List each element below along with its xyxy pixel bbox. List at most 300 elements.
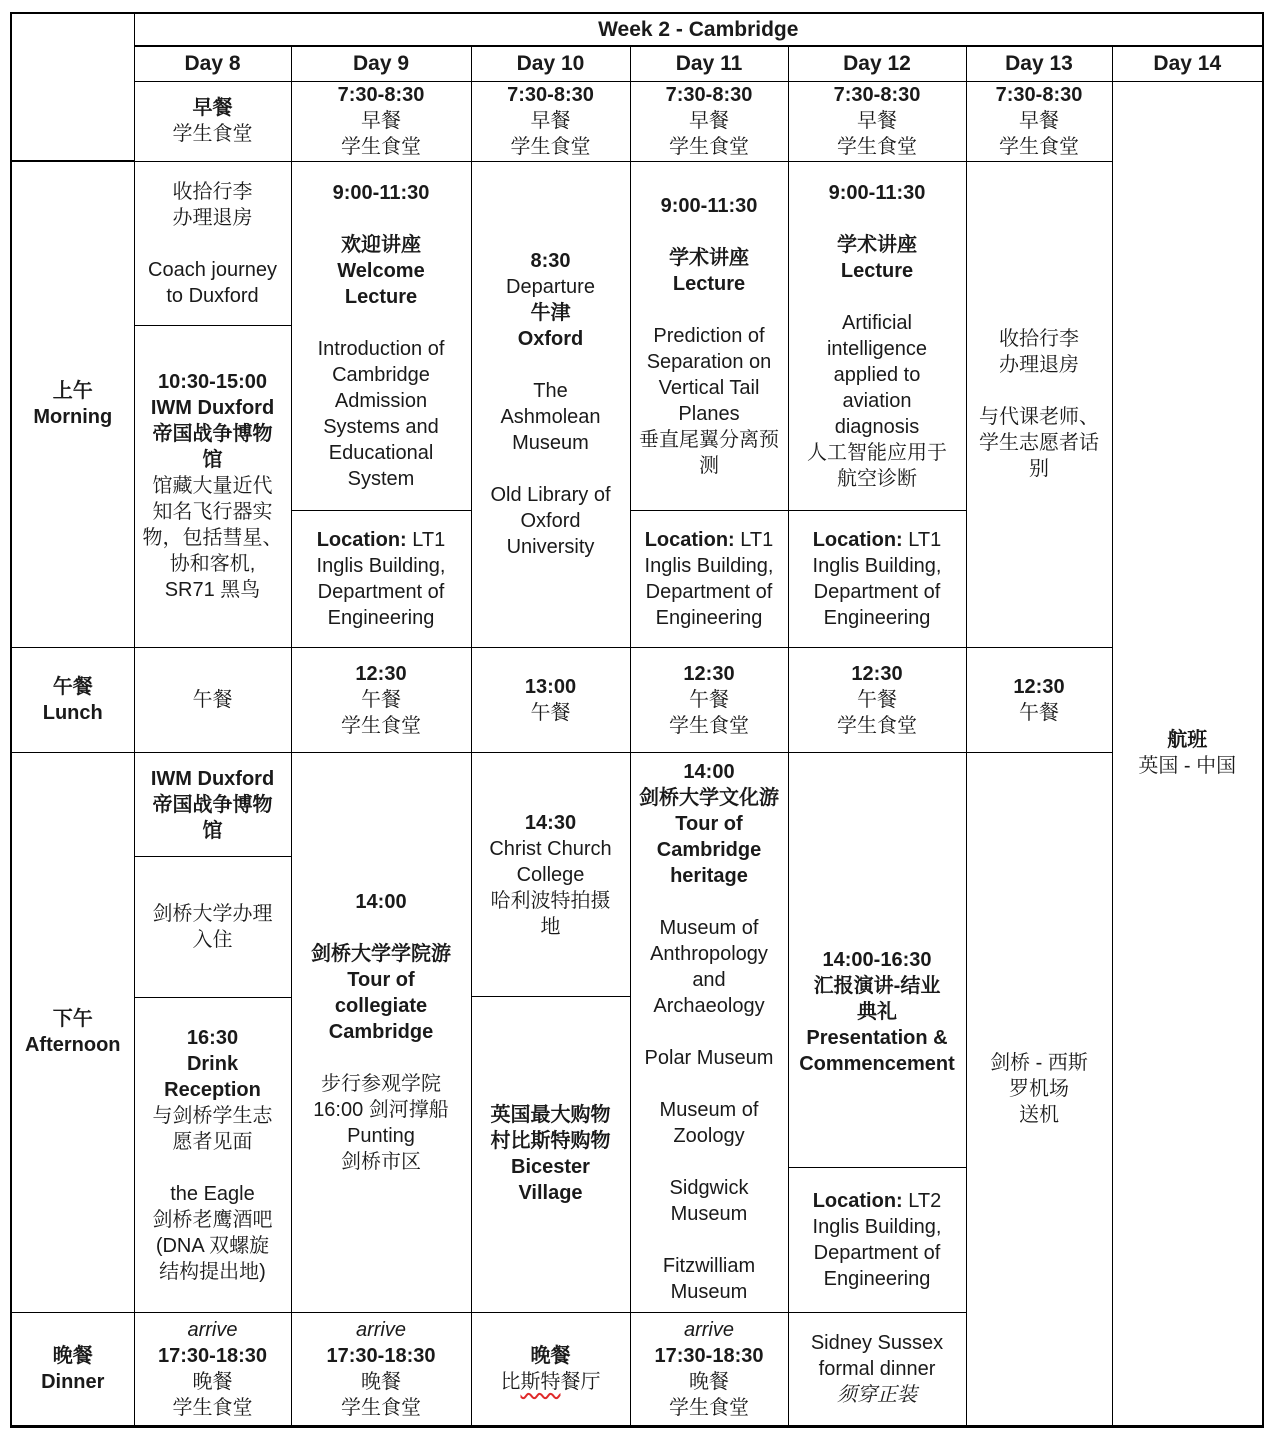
text-run: 9:00-11:30 (332, 182, 430, 204)
text-line (841, 258, 913, 284)
text-line (193, 927, 233, 953)
text-line (135, 121, 291, 147)
text-run: 剑桥大学办理 (152, 903, 273, 925)
text-run: 结构提出地) (159, 1260, 266, 1283)
text-run: Admission (334, 390, 428, 412)
text-run: 与剑桥学生志 (152, 1104, 273, 1127)
text-run: 罗机场 (1009, 1077, 1069, 1100)
day-header-day10 (471, 46, 630, 81)
text-line (153, 792, 273, 818)
day-header-day13 (966, 46, 1112, 81)
text-run: Location: (316, 528, 407, 551)
text-run: Department of (813, 580, 941, 603)
text-line (967, 430, 1112, 456)
text-run: Ashmolean (500, 406, 601, 428)
cell-morning-day9-welcome-lecture (292, 162, 471, 510)
text-line (511, 1154, 590, 1180)
cell-morning-day12-location (789, 510, 966, 646)
text-line (491, 1102, 611, 1128)
text-line (292, 993, 471, 1019)
row-label-morning (11, 161, 134, 647)
text-line (292, 1395, 471, 1421)
text-line (631, 1343, 788, 1369)
text-run: 7:30-8:30 (337, 84, 425, 106)
text-run (1036, 380, 1042, 402)
text-line (518, 1180, 582, 1206)
text-line (292, 1317, 471, 1343)
text-line (378, 206, 384, 232)
text-line (12, 700, 134, 726)
text-line (806, 1025, 947, 1051)
text-run: Old Library of (490, 484, 611, 506)
text-line (967, 1102, 1112, 1128)
text-line (706, 219, 712, 245)
text-line (669, 245, 749, 271)
text-run: collegiate (334, 995, 428, 1017)
text-run: 14:00 (355, 891, 407, 913)
text-run: Commencement (799, 1053, 955, 1075)
text-line (12, 404, 134, 430)
text-line (967, 378, 1112, 404)
text-line (631, 1369, 788, 1395)
text-run: 学生食堂 (172, 1396, 253, 1419)
text-line (631, 785, 788, 811)
week-title-cell (134, 13, 1263, 46)
text-run: 早餐 (689, 110, 729, 132)
cell-lunch-day9 (291, 647, 471, 752)
text-line (631, 1317, 788, 1343)
text-line (292, 941, 471, 967)
text-run: 学生食堂 (341, 714, 421, 737)
text-run: 午餐 (530, 701, 571, 724)
text-line (814, 1240, 941, 1266)
cell-afternoon-day10 (471, 752, 630, 1312)
text-run: 17:30-18:30 (158, 1344, 267, 1367)
text-run: Lunch (42, 701, 103, 724)
text-run: 早餐 (192, 97, 233, 119)
text-line (639, 427, 779, 453)
text-line (706, 297, 712, 323)
text-line (173, 1129, 253, 1155)
cell-morning-day12-lecture (789, 162, 966, 510)
text-line (472, 430, 630, 456)
text-run: arrive (683, 1318, 734, 1341)
text-line (472, 248, 630, 274)
text-line (12, 674, 134, 700)
text-line (631, 1149, 788, 1175)
text-run: Anthropology (650, 943, 768, 965)
text-run (706, 299, 712, 321)
text-line (661, 193, 758, 219)
text-line (165, 577, 261, 603)
day-label: Day 9 (352, 52, 410, 76)
text-line (472, 326, 630, 352)
text-line (292, 108, 471, 134)
text-line (967, 1076, 1112, 1102)
text-run: 须穿正装 (837, 1383, 917, 1406)
text-run: Department of (317, 580, 445, 603)
text-run: Engineering (823, 1267, 931, 1290)
text-run: 晚餐 (52, 1344, 93, 1367)
text-line (874, 206, 880, 232)
text-line (292, 967, 471, 993)
cell-afternoon-day10-christ-church (472, 753, 630, 996)
text-line (472, 274, 630, 300)
text-run (706, 1229, 712, 1251)
text-run: 剑桥市区 (341, 1151, 421, 1173)
text-line (631, 1097, 788, 1123)
text-line (491, 888, 611, 914)
text-line (329, 440, 434, 466)
text-run: 午餐 (52, 675, 93, 698)
cell-afternoon-day10-bicester (472, 996, 630, 1311)
text-line (378, 310, 384, 336)
text-line (491, 1128, 611, 1154)
text-run: Christ Church (489, 837, 612, 860)
text-run: 午餐 (192, 688, 233, 711)
text-line (135, 687, 291, 713)
text-run: IWM Duxford (150, 767, 275, 790)
text-run: 人工智能应用于 (807, 442, 947, 464)
text-run: Zoology (673, 1125, 745, 1147)
text-line (135, 1369, 291, 1395)
cell-dinner-day10 (471, 1312, 630, 1426)
text-line (12, 1032, 134, 1058)
text-run: 12:30 (851, 662, 903, 685)
text-run: 愿者见面 (172, 1130, 253, 1153)
text-line (967, 326, 1112, 352)
cell-breakfast-day12 (788, 81, 966, 161)
text-line (823, 947, 932, 973)
text-line (210, 231, 216, 257)
text-line (292, 713, 471, 739)
text-run: 14:30 (524, 811, 577, 834)
text-run (378, 1047, 384, 1069)
text-run (874, 286, 880, 308)
text-line (12, 1369, 134, 1395)
text-line (472, 352, 630, 378)
text-run: 航空诊断 (837, 468, 917, 490)
text-line (874, 921, 880, 947)
text-run: Museum (512, 432, 589, 454)
text-line (472, 108, 630, 134)
text-run: 8:30 (530, 250, 571, 272)
text-line (12, 1006, 134, 1032)
text-run: Department of (645, 580, 773, 603)
text-run: Polar Museum (644, 1047, 774, 1069)
text-run: 步行参观学院 (321, 1073, 441, 1095)
cell-afternoon-day9-college-tour (291, 752, 471, 1312)
text-line (807, 440, 947, 466)
text-run: Reception (164, 1078, 261, 1101)
text-line (789, 1382, 966, 1408)
text-line (813, 527, 942, 553)
cell-morning-day8 (134, 161, 291, 647)
cell-afternoon-day8-drink-reception (135, 997, 291, 1311)
text-run: 牛津 (530, 302, 571, 324)
text-line (631, 713, 788, 739)
text-line (12, 378, 134, 404)
text-line (164, 1077, 261, 1103)
text-run: 学生食堂 (341, 1396, 421, 1419)
text-line (187, 1051, 238, 1077)
lunch-row (11, 647, 1263, 752)
text-run: 上午 (52, 380, 93, 403)
text-run: aviation (842, 390, 912, 412)
text-line (292, 889, 471, 915)
text-run: 早餐 (361, 110, 401, 132)
text-run: Lecture (840, 260, 914, 282)
text-run: 英国 - 中国 (1138, 755, 1237, 777)
text-run (706, 1151, 712, 1173)
text-line (814, 973, 941, 999)
text-line (843, 388, 912, 414)
text-line (332, 362, 430, 388)
text-run: 9:00-11:30 (660, 195, 758, 217)
text-run: Inglis Building, (812, 1215, 942, 1238)
text-run: 7:30-8:30 (995, 84, 1083, 106)
text-run: and (692, 969, 726, 991)
day-label: Day 8 (184, 52, 241, 76)
text-run: diagnosis (834, 416, 920, 438)
cell-dinner-day12-formal (788, 1312, 966, 1426)
cell-morning-day9-location (292, 510, 471, 646)
week-header-row (11, 13, 1263, 46)
text-run: System (347, 468, 415, 490)
text-run: 晚餐 (192, 1370, 233, 1393)
text-run: intelligence (826, 338, 928, 360)
text-line (631, 1071, 788, 1097)
text-line (337, 258, 424, 284)
text-run: (DNA 双螺旋 (155, 1234, 270, 1257)
text-run: 斯特 (520, 1370, 561, 1393)
text-line (835, 414, 920, 440)
text-run: 晚餐 (689, 1370, 729, 1393)
text-line (631, 967, 788, 993)
text-run: 办理退房 (172, 206, 253, 229)
cell-lunch-day13 (966, 647, 1112, 752)
text-line (967, 700, 1112, 726)
cell-breakfast-day9 (291, 81, 471, 161)
text-run: Drink (186, 1052, 239, 1075)
text-line (135, 1317, 291, 1343)
text-line (874, 895, 880, 921)
text-run: 早餐 (1019, 110, 1059, 132)
text-run: Museum of (659, 917, 759, 939)
corner-empty-cell (11, 13, 134, 161)
text-run: 馆 (202, 819, 223, 842)
text-line (292, 915, 471, 941)
text-line (135, 1395, 291, 1421)
text-run: 14:00-16:30 (822, 949, 932, 971)
text-run: 午餐 (857, 688, 897, 711)
text-run: heritage (670, 865, 748, 887)
text-run: 物，包括彗星、 (142, 527, 283, 549)
text-line (834, 362, 921, 388)
text-run: 收拾行李 (172, 180, 253, 203)
text-line (472, 1369, 630, 1395)
cell-morning-day8-checkout (135, 162, 291, 325)
text-line (789, 687, 966, 713)
text-line (824, 605, 931, 631)
text-line (678, 401, 739, 427)
text-line (292, 687, 471, 713)
text-run: Vertical Tail (658, 377, 760, 399)
text-line (472, 134, 630, 160)
text-line (173, 179, 253, 205)
text-run (706, 221, 712, 243)
text-run: Bicester (511, 1156, 590, 1178)
text-line (292, 1149, 471, 1175)
day-label: Day 12 (843, 52, 911, 76)
cell-morning-day11-location (631, 510, 788, 646)
text-line (789, 134, 966, 160)
cell-morning-day11-lecture (631, 162, 788, 510)
text-line (656, 605, 763, 631)
text-run: 7:30-8:30 (665, 84, 753, 106)
text-run: 办理退房 (999, 354, 1079, 376)
text-run: Village (518, 1182, 583, 1204)
text-run: University (506, 536, 595, 558)
text-line (673, 271, 745, 297)
cell-lunch-day12 (788, 647, 966, 752)
text-run: 比 (500, 1370, 521, 1393)
text-line (967, 456, 1112, 482)
text-run: 午餐 (361, 688, 401, 711)
text-run: 7:30-8:30 (507, 84, 594, 106)
text-run: 16:00 剑河撑船 (313, 1099, 449, 1121)
cell-afternoon-day11-heritage-tour (630, 752, 788, 1312)
text-run: 17:30-18:30 (654, 1344, 764, 1367)
text-line (292, 134, 471, 160)
text-line (153, 473, 273, 499)
text-run: Separation on (646, 351, 772, 373)
text-line (292, 661, 471, 687)
text-run: 知名飞行器实 (152, 501, 273, 523)
cell-morning-day8-iwm-duxford (135, 325, 291, 646)
text-line (699, 453, 719, 479)
text-run: SR71 黑鸟 (164, 579, 261, 601)
text-line (335, 388, 427, 414)
text-line (631, 993, 788, 1019)
text-line (472, 700, 630, 726)
cell-morning-day13-checkout (966, 161, 1112, 647)
text-run: Location: (812, 528, 903, 551)
text-line (631, 1279, 788, 1305)
text-run (874, 897, 880, 919)
row-label-dinner (11, 1312, 134, 1426)
text-line (292, 1369, 471, 1395)
text-line (333, 180, 430, 206)
text-line (874, 284, 880, 310)
text-line (799, 1051, 955, 1077)
text-run: Presentation & (806, 1027, 948, 1049)
text-line (837, 232, 917, 258)
text-line (967, 134, 1112, 160)
text-line (472, 378, 630, 404)
text-run: 典礼 (857, 1001, 897, 1023)
text-line (842, 310, 912, 336)
text-line (631, 811, 788, 837)
text-run: Afternoon (24, 1034, 121, 1056)
day-label: Day 11 (675, 52, 743, 76)
text-run: 学生食堂 (669, 1396, 749, 1419)
cell-morning-day9 (291, 161, 471, 647)
text-line (170, 551, 256, 577)
text-line (645, 553, 774, 579)
text-run: 学生食堂 (837, 136, 917, 158)
text-run: Location: (812, 1189, 903, 1212)
text-run: 馆藏大量近代 (152, 475, 273, 497)
text-line (151, 395, 274, 421)
cell-afternoon-day8-checkin (135, 856, 291, 997)
text-line (631, 889, 788, 915)
text-line (631, 1175, 788, 1201)
text-run: 早餐 (530, 110, 571, 132)
text-run: LT1 (734, 528, 774, 551)
cell-lunch-day11 (630, 647, 788, 752)
text-run: 午餐 (689, 688, 729, 711)
text-line (317, 553, 446, 579)
text-line (789, 82, 966, 108)
text-run: Oxford (517, 328, 584, 350)
cell-afternoon-day12 (788, 752, 966, 1312)
text-line (143, 525, 283, 551)
text-run: 学生食堂 (669, 136, 749, 158)
text-run (378, 917, 384, 939)
text-line (874, 843, 880, 869)
text-line (813, 1214, 942, 1240)
text-line (967, 82, 1112, 108)
text-run: 12:30 (683, 662, 735, 685)
text-run (706, 891, 712, 913)
text-line (631, 759, 788, 785)
text-line (837, 466, 917, 492)
text-line (292, 1123, 471, 1149)
text-run: 垂直尾翼分离预 (639, 429, 779, 451)
text-run (874, 871, 880, 893)
text-run: Inglis Building, (316, 554, 446, 577)
text-line (789, 1356, 966, 1382)
text-run: Systems and (323, 416, 439, 438)
text-run: Artificial (841, 312, 912, 334)
text-run: 学生食堂 (999, 136, 1079, 158)
text-line (292, 1071, 471, 1097)
text-line (173, 205, 253, 231)
text-line (135, 1343, 291, 1369)
text-run: Departure (506, 276, 595, 298)
text-line (292, 1045, 471, 1071)
text-run: 村比斯特购物 (490, 1130, 611, 1152)
text-line (318, 336, 445, 362)
text-run: 送机 (1019, 1103, 1059, 1126)
text-run: Morning (33, 406, 113, 429)
text-run: arrive (355, 1318, 406, 1341)
text-line (631, 1227, 788, 1253)
text-line (631, 837, 788, 863)
text-run: Coach journey (148, 258, 277, 281)
text-line (631, 134, 788, 160)
text-line (789, 661, 966, 687)
text-run: 剑桥大学文化游 (639, 787, 779, 809)
text-run: 英国最大购物 (490, 1104, 611, 1126)
text-run: 学术讲座 (837, 234, 917, 256)
text-run: 晚餐 (361, 1370, 401, 1393)
text-line (348, 466, 415, 492)
text-run: Sidgwick (669, 1177, 749, 1199)
text-line (292, 1097, 471, 1123)
text-line (153, 499, 273, 525)
